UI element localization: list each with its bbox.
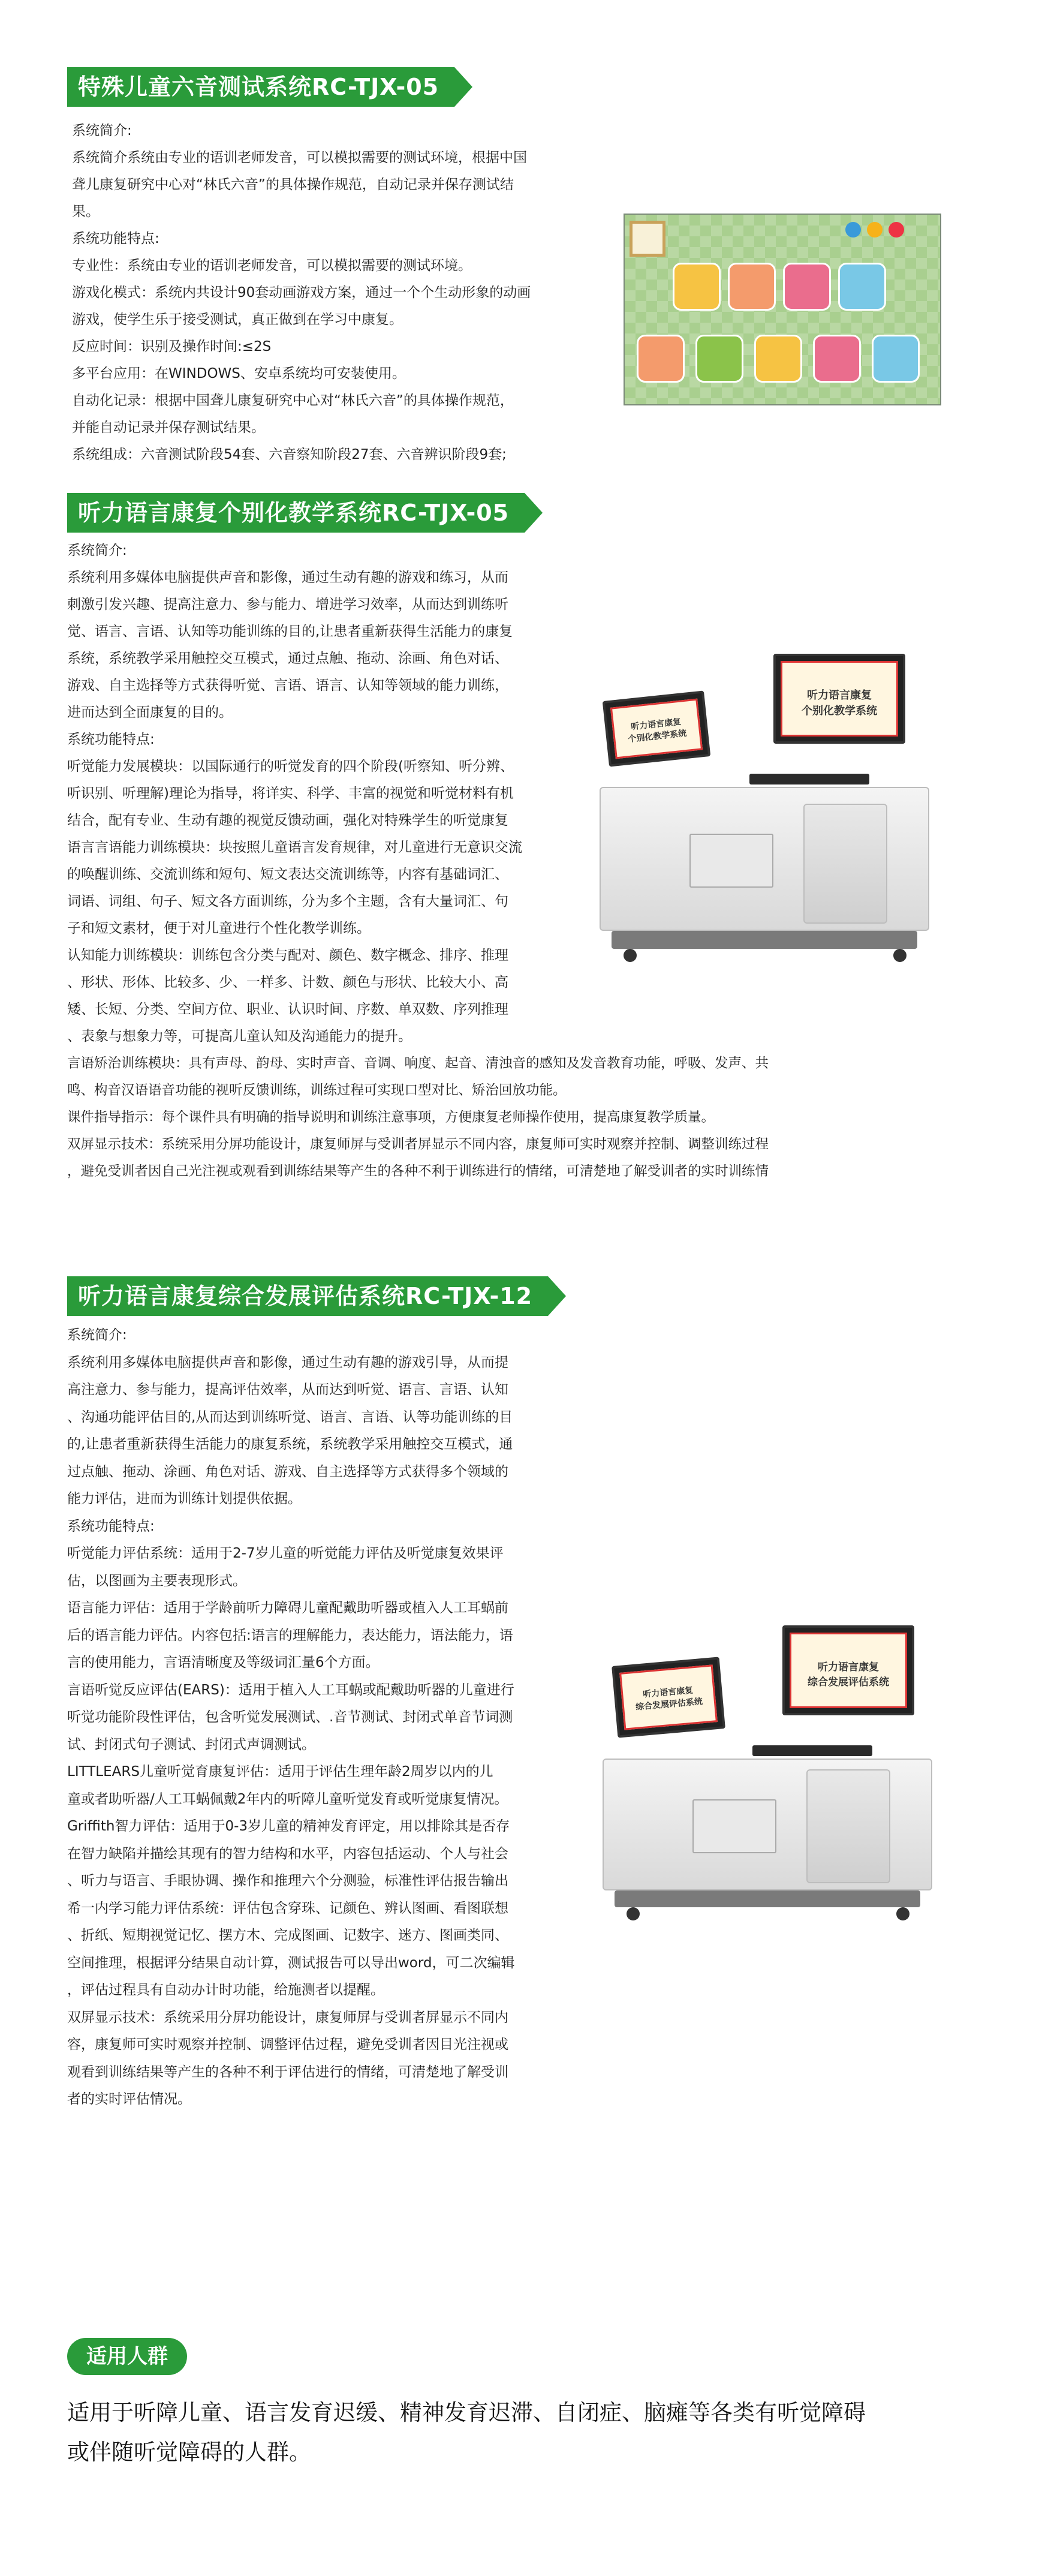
text-line: 系统利用多媒体电脑提供声音和影像，通过生动有趣的游戏引导，从而提: [67, 1354, 508, 1370]
section2-title: 听力语言康复个别化教学系统RC-TJX-05: [67, 493, 543, 533]
text-line: 高注意力、参与能力，提高评估效率，从而达到听觉、语言、言语、认知: [67, 1382, 508, 1397]
text-line: 果。: [72, 204, 100, 220]
section3-title: 听力语言康复综合发展评估系统RC-TJX-12: [67, 1276, 566, 1316]
text-line: 双屏显示技术：系统采用分屏功能设计，康复师屏与受训者屏显示不同内: [67, 2009, 508, 2025]
text-line: 认知能力训练模块：训练包含分类与配对、颜色、数字概念、排序、推理: [67, 948, 508, 963]
text-line: 的,让患者重新获得生活能力的康复系统，系统教学采用触控交互模式，通: [67, 1436, 513, 1452]
game-tile: [872, 335, 920, 383]
pc-case: [806, 1769, 890, 1883]
text-line: 刺激引发兴趣、提高注意力、参与能力、增进学习效率，从而达到训练听: [67, 597, 508, 612]
pc-case: [803, 804, 887, 924]
close-icon: [889, 222, 904, 238]
keyboard: [752, 1745, 872, 1756]
game-tile: [838, 263, 886, 311]
text-line: 矮、长短、分类、空间方位、职业、认识时间、序数、单双数、序列推理: [67, 1002, 508, 1017]
text-line: 希一内学习能力评估系统：评估包含穿珠、记颜色、辨认图画、看图联想: [67, 1900, 508, 1916]
main-monitor: 听力语言康复 个别化教学系统: [773, 654, 905, 744]
text-line: 童或者助听器/人工耳蜗佩戴2年内的听障儿童听觉发育或听觉康复情况。: [67, 1791, 508, 1807]
text-line: 进而达到全面康复的目的。: [67, 705, 233, 720]
game-tile: [754, 335, 802, 383]
text-line: 能力评估，进而为训练计划提供依据。: [67, 1491, 302, 1507]
target-people-text: [67, 2393, 978, 2472]
avatar-icon: [630, 221, 665, 257]
text-line: 语言能力评估：适用于学龄前听力障碍儿童配戴助听器或植入人工耳蜗前: [67, 1600, 508, 1616]
section3-text: [67, 1322, 595, 2114]
text-line: 适用于听障儿童、语言发育迟缓、精神发育迟滞、自闭症、脑瘫等各类有听觉障碍: [67, 2400, 866, 2425]
text-line: 专业性：系统由专业的语训老师发音，可以模拟需要的测试环境。: [72, 258, 472, 273]
text-line: LITTLEARS儿童听觉育康复评估：适用于评估生理年龄2周岁以内的儿: [67, 1764, 493, 1780]
game-tile: [637, 335, 685, 383]
text-line: 空间推理，根据评分结果自动计算，测试报告可以导出word，可二次编辑: [67, 1955, 515, 1971]
text-line: 、听力与语言、手眼协调、操作和推理六个分测验，标准性评估报告输出: [67, 1873, 508, 1889]
section1-text: [72, 118, 600, 468]
text-line: 言的使用能力，言语清晰度及等级词汇量6个方面。: [67, 1655, 380, 1670]
game-tile: [673, 263, 721, 311]
text-line: 系统简介:: [72, 123, 132, 139]
keyboard: [749, 774, 869, 784]
text-line: 、沟通功能评估目的,从而达到训练听觉、语言、言语、认等功能训练的目: [67, 1409, 513, 1425]
text-line: 言语矫治训练模块：具有声母、韵母、实时声音、音调、响度、起音、清浊音的感知及发音教育功能，呼吸、发声、共: [67, 1056, 769, 1071]
text-line: 课件指导指示：每个课件具有明确的指导说明和训练注意事项，方便康复老师操作使用，提高康复教学质量。: [67, 1110, 715, 1125]
game-tile: [695, 335, 743, 383]
assessment-system-device: [603, 1625, 938, 1925]
text-line: 听识别、听理解)理论为指导，将详实、科学、丰富的视觉和听觉材料有机: [67, 786, 514, 801]
text-line: 游戏、自主选择等方式获得听觉、言语、语言、认知等领域的能力训练，: [67, 678, 508, 693]
text-line: 自动化记录：根据中国聋儿康复研究中心对“林氏六音”的具体操作规范，: [72, 393, 514, 408]
text-line: 在智力缺陷并描绘其现有的智力结构和水平，内容包括运动、个人与社会: [67, 1845, 508, 1862]
text-line: 听觉能力发展模块：以国际通行的听觉发育的四个阶段(听察知、听分辨、: [67, 759, 514, 774]
text-line: 系统，系统教学采用触控交互模式，通过点触、拖动、涂画、角色对话、: [67, 651, 508, 666]
cabinet-base: [612, 931, 917, 949]
sound-icon: [845, 222, 861, 238]
text-line: 、表象与想象力等，可提高儿童认知及沟通能力的提升。: [67, 1029, 412, 1044]
teaching-system-device: [600, 654, 935, 966]
text-line: 系统简介系统由专业的语训老师发音，可以模拟需要的测试环境，根据中国: [72, 150, 527, 166]
text-line: 估，以图画为主要表现形式。: [67, 1573, 246, 1589]
settings-icon: [867, 222, 883, 238]
text-line: 言语听觉反应评估(EARS)：适用于植入人工耳蜗或配戴助听器的儿童进行: [67, 1682, 514, 1698]
text-line: 子和短文素材，便于对儿童进行个性化教学训练。: [67, 921, 371, 936]
text-line: ，避免受训者因自己光注视或观看到训练结果等产生的各种不利于训练进行的情绪，可清楚地了解受训者的实时训练情: [67, 1164, 769, 1179]
text-line: Griffith智力评估：适用于0-3岁儿童的精神发育评定，用以排除其是否存: [67, 1818, 510, 1834]
text-line: 多平台应用：在WINDOWS、安卓系统均可安装使用。: [72, 366, 406, 381]
text-line: 试、封闭式句子测试、封闭式声调测试。: [67, 1736, 315, 1753]
text-line: 游戏化模式：系统内共设计90套动画游戏方案，通过一个个生动形象的动画: [72, 285, 531, 300]
game-tile: [813, 335, 861, 383]
text-line: 、形状、形体、比较多、少、一样多、计数、颜色与形状、比较大小、高: [67, 975, 508, 990]
printer: [689, 834, 773, 888]
text-line: 结合，配有专业、生动有趣的视觉反馈动画，强化对特殊学生的听觉康复: [67, 813, 508, 828]
cabinet-base: [615, 1890, 920, 1907]
text-line: 双屏显示技术：系统采用分屏功能设计，康复师屏与受训者屏显示不同内容，康复师可实时观察并控制、调整训练过程: [67, 1137, 769, 1152]
game-tile: [783, 263, 831, 311]
target-people-tag: 适用人群: [67, 2338, 187, 2375]
six-tone-game-screenshot: [624, 214, 941, 405]
text-line: 后的语言能力评估。内容包括:语言的理解能力，表达能力，语法能力，语: [67, 1627, 513, 1643]
text-line: 系统组成：六音测试阶段54套、六音察知阶段27套、六音辨识阶段9套;: [72, 447, 507, 462]
text-line: 者的实时评估情况。: [67, 2091, 191, 2107]
text-line: 听觉能力评估系统：适用于2-7岁儿童的听觉能力评估及听觉康复效果评: [67, 1546, 504, 1561]
printer: [692, 1799, 776, 1853]
child-monitor: 听力语言康复 个别化教学系统: [603, 690, 711, 767]
text-line: 或伴随听觉障碍的人群。: [67, 2439, 311, 2465]
text-line: 词语、词组、句子、短文各方面训练，分为多个主题，含有大量词汇、句: [67, 894, 508, 909]
text-line: 鸣、构音汉语语音功能的视听反馈训练，训练过程可实现口型对比、矫治回放功能。: [67, 1083, 567, 1098]
text-line: 系统功能特点:: [67, 1518, 155, 1534]
text-line: 观看到训练结果等产生的各种不利于评估进行的情绪，可清楚地了解受训: [67, 2064, 508, 2080]
text-line: 过点触、拖动、涂画、角色对话、游戏、自主选择等方式获得多个领域的: [67, 1463, 508, 1480]
section2-wide-text: [67, 1050, 984, 1185]
game-tile: [728, 263, 776, 311]
text-line: 的唤醒训练、交流训练和短句、短文表达交流训练等，内容有基础词汇、: [67, 867, 508, 882]
text-line: 反应时间：识别及操作时间:≤2S: [72, 339, 272, 354]
text-line: 聋儿康复研究中心对“林氏六音”的具体操作规范，自动记录并保存测试结: [72, 177, 514, 193]
text-line: 游戏，使学生乐于接受测试，真正做到在学习中康复。: [72, 312, 403, 327]
child-monitor: 听力语言康复 综合发展评估系统: [612, 1657, 725, 1738]
text-line: ，评估过程具有自动办计时功能，给施测者以提醒。: [67, 1982, 384, 1998]
text-line: 系统功能特点:: [67, 732, 155, 747]
text-line: 系统利用多媒体电脑提供声音和影像，通过生动有趣的游戏和练习，从而: [67, 570, 508, 585]
text-line: 系统简介:: [67, 543, 127, 558]
section1-title: 特殊儿童六音测试系统RC-TJX-05: [67, 67, 472, 107]
text-line: 系统简介:: [67, 1327, 127, 1343]
main-monitor: 听力语言康复 综合发展评估系统: [782, 1625, 914, 1715]
text-line: 觉、语言、言语、认知等功能训练的目的,让患者重新获得生活能力的康复: [67, 624, 513, 639]
text-line: 系统功能特点:: [72, 231, 159, 247]
text-line: 语言言语能力训练模块：块按照儿童语言发育规律，对儿童进行无意识交流: [67, 840, 522, 855]
text-line: 、折纸、短期视觉记忆、摆方木、完成图画、记数字、迷方、图画类同、: [67, 1928, 508, 1943]
section2-text: [67, 537, 589, 1050]
text-line: 并能自动记录并保存测试结果。: [72, 420, 265, 435]
text-line: 听觉功能阶段性评估，包含听觉发展测试、.音节测试、封闭式单音节词测: [67, 1709, 513, 1725]
text-line: 容，康复师可实时观察并控制、调整评估过程，避免受训者因目光注视或: [67, 2037, 508, 2052]
